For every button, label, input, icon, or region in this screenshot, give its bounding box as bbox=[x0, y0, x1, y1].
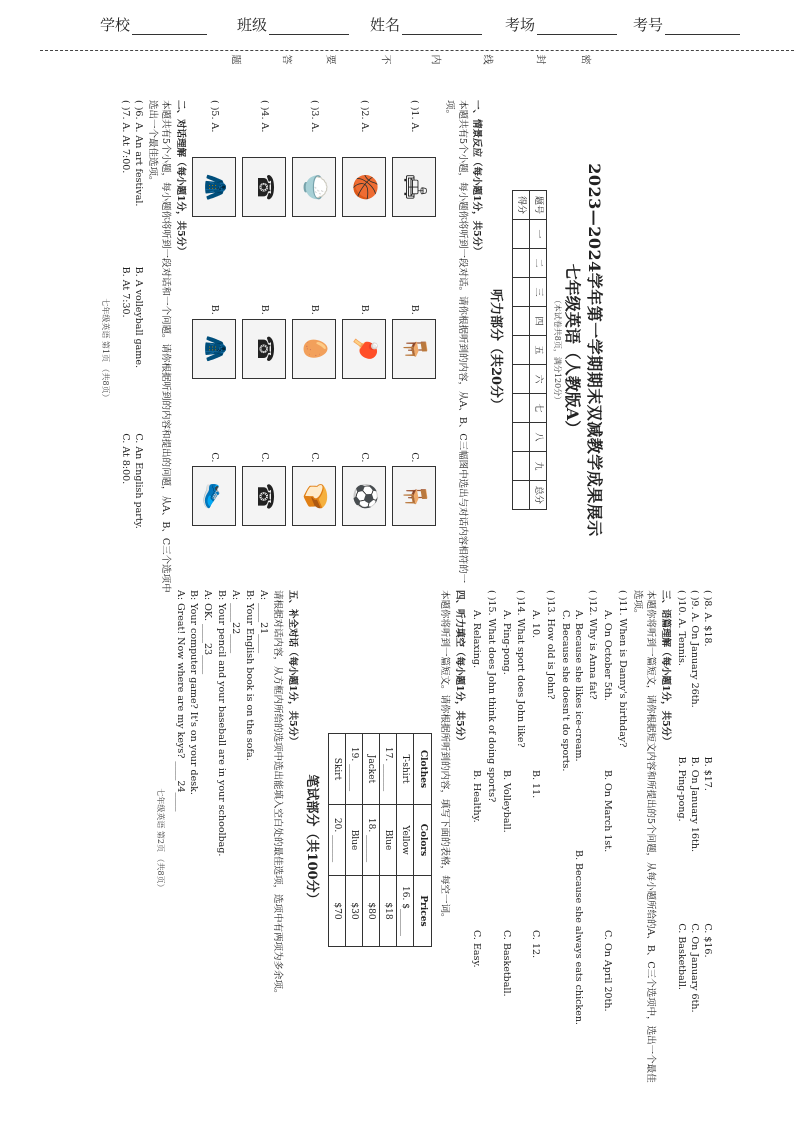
question-option-c[interactable]: C. On April 20th. bbox=[602, 930, 614, 1012]
room-field[interactable] bbox=[505, 14, 617, 35]
question-row: ( )2. A. 🏀 B. 🏓 C. ⚽ bbox=[342, 100, 386, 600]
seal-characters bbox=[0, 52, 794, 70]
question-option-a[interactable]: ( )10. A. Tennis. bbox=[676, 590, 688, 666]
question-option-b[interactable]: B. Because she always eats chicken. bbox=[572, 850, 584, 1025]
bread-icon: 🍞 bbox=[292, 466, 336, 526]
question-row bbox=[601, 590, 614, 1090]
page-footer: 七年级英语 第1页 （共8页） bbox=[100, 298, 110, 402]
question-option-a[interactable]: ( )6. A. An art festival. bbox=[132, 100, 144, 207]
score-cell: 五 bbox=[530, 336, 547, 365]
name-field[interactable] bbox=[370, 14, 482, 35]
dialogue-line: B: Your pencil and your baseball are in your schoolbag. bbox=[216, 590, 228, 857]
part2-heading: 二、对话理解（每小题1分，共5分） bbox=[175, 100, 187, 256]
table-cell: $70 bbox=[328, 876, 345, 947]
question-option-c[interactable]: C. On January 6th. bbox=[689, 923, 701, 1013]
question-option-c[interactable]: C. Basketball. bbox=[676, 923, 688, 990]
table-row bbox=[328, 734, 345, 947]
table-cell: Jacket bbox=[363, 734, 380, 805]
question-stem: ( )13. How old is John? bbox=[545, 590, 557, 700]
part3-instructions: 本题你将听到一篇短文，请你根据短文内容和所提出的5个问题，从每小题所给的A、B、C三个选项中，选出一个最佳选项。 bbox=[631, 590, 656, 1083]
seal-char: 内 bbox=[429, 54, 441, 65]
table-row bbox=[397, 734, 414, 947]
eggs-icon: 🥚 bbox=[292, 319, 336, 379]
exam-number-label: 考号 bbox=[633, 16, 664, 34]
school-label: 学校 bbox=[100, 16, 131, 34]
question-row: ( )5. A. 🧥 B. 🧥 C. 👟 bbox=[192, 100, 236, 600]
question-option-c[interactable]: C. 12. bbox=[530, 930, 542, 959]
question-option-a[interactable]: ( )7. A. At 7:00. bbox=[119, 100, 131, 174]
school-field[interactable] bbox=[100, 14, 207, 35]
question-number[interactable]: ( )4. A. bbox=[259, 100, 271, 133]
ping-pong-icon: 🏓 bbox=[342, 319, 386, 379]
score-input-cell[interactable] bbox=[513, 481, 530, 510]
sofa-icon: 🛋 bbox=[392, 157, 436, 217]
dialogue-line[interactable]: A: ____21____ bbox=[257, 590, 269, 654]
dialogue-line: B: Your computer game? It's on your desk. bbox=[188, 590, 200, 795]
question-row bbox=[687, 590, 700, 1090]
seal-char: 不 bbox=[379, 54, 391, 65]
table-icon: 🪑 bbox=[392, 466, 436, 526]
table-cell: T-shirt bbox=[397, 734, 414, 805]
question-option-a[interactable]: A. Because she likes ice-cream. bbox=[572, 610, 584, 762]
rice-icon: 🍚 bbox=[292, 157, 336, 217]
question-option-b[interactable]: B. On January 16th. bbox=[689, 756, 701, 852]
question-option-b[interactable]: B. 11. bbox=[530, 770, 542, 799]
score-input-cell[interactable] bbox=[513, 307, 530, 336]
score-cell: 七 bbox=[530, 394, 547, 423]
room-label: 考场 bbox=[505, 16, 536, 34]
page-footer: 七年级英语 第2页 （共8页） bbox=[155, 788, 165, 892]
score-cell: 得分 bbox=[513, 191, 530, 220]
question-option-a[interactable]: A. Relaxing. bbox=[471, 610, 482, 668]
question-option-b[interactable]: B. $17. bbox=[702, 756, 713, 791]
listening-section-title: 听力部分（共20分） bbox=[488, 288, 504, 412]
score-cell: 一 bbox=[530, 220, 547, 249]
exam-subtitle: 七年级英语（人教版A） bbox=[563, 263, 583, 437]
question-row: ( )4. A. ☎ B. ☎ C. ☎ bbox=[242, 100, 286, 600]
table-cell: Blue bbox=[345, 805, 362, 876]
table-cell: Blue bbox=[380, 805, 397, 876]
question-option-b[interactable]: B. Volleyball. bbox=[500, 770, 512, 833]
basketball-icon: 🏀 bbox=[342, 157, 386, 217]
name-label: 姓名 bbox=[370, 16, 401, 34]
exam-note: （本试卷共8页，满分120分） bbox=[552, 295, 562, 405]
table-cell: $30 bbox=[345, 876, 362, 947]
question-option-c[interactable]: C. An English party. bbox=[132, 433, 144, 529]
score-cell: 三 bbox=[530, 278, 547, 307]
table-header: Prices bbox=[414, 876, 431, 947]
part1-heading: 一、情景反应（每小题1分，共5分） bbox=[471, 100, 483, 256]
score-input-cell[interactable] bbox=[513, 365, 530, 394]
question-stem: ( )12. Why is Anna fat? bbox=[587, 590, 599, 700]
dialogue-line[interactable]: A: OK. ____23____ bbox=[202, 590, 214, 675]
chair-icon: 🪑 bbox=[392, 319, 436, 379]
question-option-b[interactable]: B. Ping-pong. bbox=[676, 756, 688, 822]
seal-char: 线 bbox=[481, 54, 493, 65]
question-number[interactable]: ( )5. A. bbox=[209, 100, 221, 133]
question-row bbox=[558, 590, 584, 1090]
seal-char: 密 bbox=[579, 54, 591, 65]
class-field[interactable] bbox=[237, 14, 349, 35]
question-option-b[interactable]: B. A volleyball game. bbox=[132, 266, 144, 368]
exam-page-1 bbox=[99, 100, 605, 600]
ball-icon: ⚽ bbox=[342, 466, 386, 526]
question-row bbox=[499, 590, 512, 1090]
table-cell: Skirt bbox=[328, 734, 345, 805]
question-stem: ( )11. When is Danny's birthday? bbox=[617, 590, 629, 748]
written-section-title: 笔试部分（共100分） bbox=[303, 774, 319, 906]
table-row bbox=[345, 734, 362, 947]
question-number[interactable]: ( )3. A. bbox=[309, 100, 321, 133]
question-option-b[interactable]: B. At 7:30. bbox=[119, 266, 131, 318]
score-input-cell[interactable] bbox=[513, 220, 530, 249]
score-input-cell[interactable] bbox=[513, 394, 530, 423]
table-cell: $80 bbox=[363, 876, 380, 947]
question-row: ( )1. A. 🛋 B. 🪑 C. 🪑 bbox=[392, 100, 436, 600]
score-table bbox=[512, 190, 547, 510]
score-cell: 六 bbox=[530, 365, 547, 394]
question-row bbox=[675, 590, 688, 1090]
question-option-a[interactable]: A. 10. bbox=[530, 610, 542, 639]
answer-blank[interactable]: 20. ______ bbox=[328, 805, 345, 876]
score-input-cell[interactable] bbox=[513, 336, 530, 365]
shoes-icon: 👟 bbox=[192, 466, 236, 526]
clothes-table bbox=[328, 733, 432, 947]
telephone-icon: ☎ bbox=[242, 319, 286, 379]
question-option-a[interactable]: ( )9. A. On January 26th. bbox=[689, 590, 701, 708]
question-option-c[interactable]: C. $16. bbox=[702, 923, 713, 958]
table-header: Colors bbox=[414, 805, 431, 876]
answer-blank[interactable]: 18. ______ bbox=[363, 805, 380, 876]
question-row bbox=[118, 100, 131, 600]
seal-char: 封 bbox=[534, 54, 546, 65]
answer-blank[interactable]: 19. ______ bbox=[345, 734, 362, 805]
exam-number-field[interactable] bbox=[633, 14, 740, 35]
question-stem: ( )15. What does John think of doing sports? bbox=[485, 590, 497, 803]
answer-blank[interactable]: 17. ______ bbox=[380, 734, 397, 805]
telephone-icon: ☎ bbox=[242, 466, 286, 526]
score-cell: 总分 bbox=[530, 481, 547, 510]
part4-instructions: 本题你将听到一篇短文。请你根据所听到的内容，填写下面的表格，每空一词。 bbox=[439, 590, 451, 923]
jacket-icon: 🧥 bbox=[192, 319, 236, 379]
part1-instructions: 本题共有5个小题，每小题你将听到一段对话。请你根据听到的内容，从A、B、C三幅图中选出与对话内容相符的一项。 bbox=[443, 100, 468, 584]
question-row bbox=[469, 590, 482, 1090]
part5-instructions: 请根据对话内容，从方框内所给的选项中选出能填入空白处的最佳选项，选项中有两项为多余项。 bbox=[272, 590, 284, 999]
question-option-c[interactable]: C. Because she doesn't do sports. bbox=[559, 610, 571, 772]
answer-blank[interactable]: 16. $______ bbox=[397, 876, 414, 947]
question-option-c[interactable]: C. At 8:00. bbox=[119, 433, 131, 485]
dialogue-line: B: Your English book is on the sofa. bbox=[243, 590, 255, 761]
question-number[interactable]: ( )1. A. bbox=[409, 100, 421, 133]
question-option-a[interactable]: A. On October 5th. bbox=[602, 610, 614, 701]
dialogue-line[interactable]: A: Great! Now where are my keys? ____24____ bbox=[174, 590, 186, 812]
score-input-cell[interactable] bbox=[513, 249, 530, 278]
telephone-icon: ☎ bbox=[242, 157, 286, 217]
question-option-c[interactable]: C. Basketball. bbox=[500, 930, 512, 997]
question-stem: ( )14. What sport does John like? bbox=[515, 590, 527, 748]
table-cell: $18 bbox=[380, 876, 397, 947]
question-option-a[interactable]: A. Ping-pong. bbox=[500, 610, 512, 675]
table-row bbox=[380, 734, 397, 947]
score-input-cell[interactable] bbox=[513, 278, 530, 307]
seal-char: 要 bbox=[324, 54, 336, 65]
score-cell: 题号 bbox=[530, 191, 547, 220]
part3-heading: 三、语篇理解（每小题1分，共5分） bbox=[659, 590, 671, 746]
seal-char: 答 bbox=[280, 54, 292, 65]
seal-line bbox=[40, 50, 794, 51]
question-option-b[interactable]: B. On March 1st. bbox=[602, 770, 614, 853]
table-row bbox=[363, 734, 380, 947]
part5-heading: 五、补全对话（每小题1分，共5分） bbox=[287, 590, 299, 746]
question-option-c[interactable]: C. Easy. bbox=[471, 930, 482, 968]
class-label: 班级 bbox=[237, 16, 268, 34]
dialogue-line[interactable]: A: ____22____ bbox=[229, 590, 241, 654]
shirt-icon: 🧥 bbox=[192, 157, 236, 217]
score-cell: 九 bbox=[530, 452, 547, 481]
score-cell: 二 bbox=[530, 249, 547, 278]
score-input-cell[interactable] bbox=[513, 452, 530, 481]
table-header: Clothes bbox=[414, 734, 431, 805]
exam-page-2 bbox=[154, 590, 713, 1090]
seal-char: 题 bbox=[229, 54, 241, 65]
table-cell: Yellow bbox=[397, 805, 414, 876]
exam-title: 2023—2024学年第一学期期末双减教学成果展示 bbox=[585, 163, 604, 537]
question-number[interactable]: ( )2. A. bbox=[359, 100, 371, 133]
part2-instructions: 本题共有5个小题，每小题你将听到一段对话和一个问题。请你根据听到的内容和提出的问题，从A、B、C三个选项中选出一个最佳选项。 bbox=[147, 100, 172, 593]
part4-heading: 四、听力填空（每小题1分，共5分） bbox=[454, 590, 466, 746]
exam-header bbox=[0, 0, 794, 50]
score-cell: 四 bbox=[530, 307, 547, 336]
question-row bbox=[131, 100, 144, 600]
score-cell: 八 bbox=[530, 423, 547, 452]
question-row: ( )3. A. 🍚 B. 🥚 C. 🍞 bbox=[292, 100, 336, 600]
question-option-b[interactable]: B. Healthy. bbox=[471, 770, 482, 823]
score-input-cell[interactable] bbox=[513, 423, 530, 452]
question-row bbox=[528, 590, 541, 1090]
question-option-a[interactable]: ( )8. A. $18. bbox=[702, 590, 713, 647]
question-row bbox=[700, 590, 713, 1090]
